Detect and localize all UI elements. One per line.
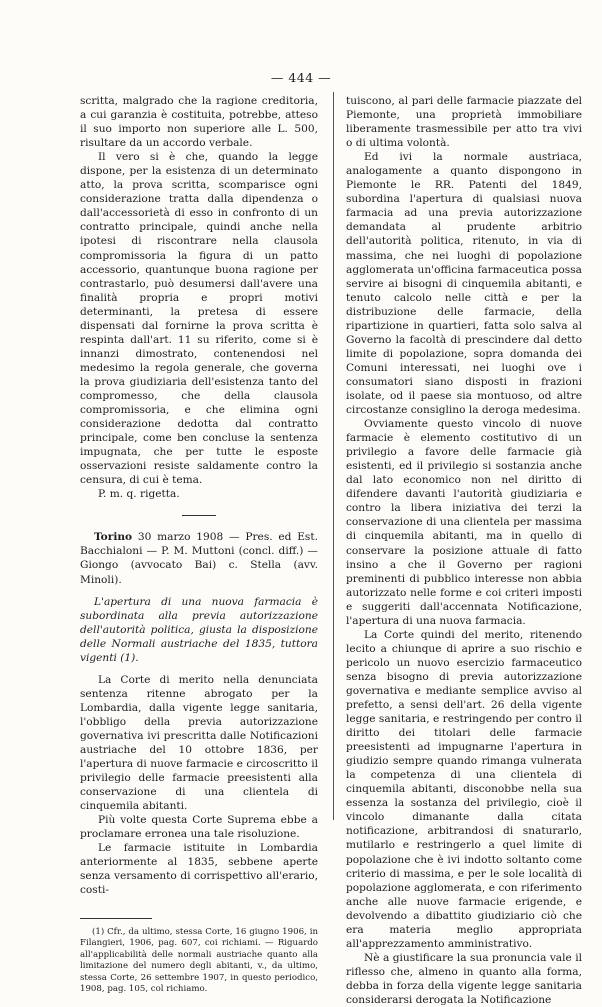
column-divider bbox=[333, 92, 334, 820]
court-name: Torino bbox=[94, 531, 133, 544]
paragraph: scritta, malgrado che la ragione creditoria, a cui garanzia è costituita, potrebbe, atteso il suo importo non superiore alle L. 500, risultare da un accordo verbale. bbox=[80, 95, 318, 150]
case-summary: L'apertura di una nuova farmacia è subordinata alla previa autorizzazione dell'autorità politica, giusta la disposizione delle Normali austriache del 1835, tuttora vigenti (1). bbox=[80, 595, 318, 664]
paragraph: La Corte quindi del merito, ritenendo lecito a chiunque di aprire a suo rischio e pericolo un nuovo esercizio farmaceutico senza bisogno di previa autorizzazione governativa e mediante semplice avviso al prefetto, a sensi dell'art. 26 della vigente legge sanitaria, e restringendo per contro il diritto dei titolari delle farmacie preesistenti ad impugnarne l'apertura in giudizio sempre quando rimanga vulnerata la competenza di una clientela di cinquemila abitanti, disconobbe nella sua essenza la sostanza del privilegio, cioè il vincolo dimanante dalla citata notificazione, arbitrandosi di snaturarlo, mutilarlo e restringerlo a quel limite di popolazione che è ivi indotto soltanto come criterio di massima, e per le sole località di popolazione agglomerata, e con riferimento anche alle nuove farmacie erigende, e devolvendo a dibattito giudiziario ciò che era materia meglio appropriata all'apprezzamento amministrativo. bbox=[346, 628, 582, 950]
paragraph: Più volte questa Corte Suprema ebbe a proclamare erronea una tale risoluzione. bbox=[80, 814, 318, 841]
paragraph: tuiscono, al pari delle farmacie piazzate del Piemonte, una proprietà immobiliare liberamente trasmessibile per atto tra vivi o di ultima volontà. bbox=[346, 95, 582, 150]
left-column bbox=[80, 94, 318, 996]
footnote-rule bbox=[80, 918, 152, 919]
footnote: (1) Cfr., da ultimo, stessa Corte, 16 giugno 1906, in Filangieri, 1906, pag. 607, coi richiami. — Riguardo all'applicabilità delle normali austriache quanto alla limitazione del numero degli abitanti, v., da ultimo, stessa Corte, 26 settembre 1907, in questo periodico, 1908, pag. 105, col richiamo. bbox=[80, 926, 318, 995]
paragraph: Le farmacie istituite in Lombardia anteriormente al 1835, sebbene aperte senza versamento di corrispettivo all'erario, costi- bbox=[80, 842, 318, 897]
page-number: — 444 — bbox=[270, 70, 332, 85]
section-separator bbox=[182, 515, 216, 516]
paragraph: Ed ivi la normale austriaca, analogamente a quanto dispongono in Piemonte le RR. Patenti del 1849, subordina l'apertura di qualsiasi nuova farmacia ad una previa autorizzazione demandata al prudente arbitrio dell'autorità politica, ritenuto, in via di massima, che nei luoghi di popolazione agglomerata un'officina farmaceutica possa servire ai bisogni di cinquemila abitanti, e tenuto calcolo nelle città e per la distribuzione delle farmacie, della ripartizione in quartieri, fatta solo salva al Governo la facoltà di prescindere dal detto limite di popolazione, sopra domanda dei Comuni interessati, nei luoghi ove i consumatori siano disposti in frazioni isolate, od il paese sia montuoso, od altre circostanze consiglino la deroga medesima. bbox=[346, 151, 582, 417]
paragraph: Il vero si è che, quando la legge dispone, per la esistenza di un determinato atto, la prova scritta, scomparisce ogni considerazione tratta dalla dipendenza o dall'accessorietà di esso in confronto di un contratto principale, quindi anche nella ipotesi di riscontrare nella clausola compromissoria la figura di un patto accessorio, quantunque buona ragione per contrastarlo, può desumersi dall'avere una finalità propria e propri motivi determinanti, la pretesa di essere dispensati dal fornirne la prova scritta è respinta dall'art. 11 su riferito, come si è innanzi dimostrato, contenendosi nel medesimo la regola generale, che governa la prova giudiziaria dell'esistenza tanto del compromesso, che della clausola compromissoria, e che elimina ogni considerazione dedotta dal contratto principale, come ben concluse la sentenza impugnata, che per tutte le esposte osservazioni resiste saldamente contro la censura, di cui è tema. bbox=[80, 151, 318, 487]
case-details: 30 marzo 1908 — Pres. ed Est. Bacchialoni — P. M. Muttoni (concl. diff.) — Giongo (avvocato Bai) c. Stella (avv. Minoli). bbox=[80, 531, 318, 586]
right-column bbox=[346, 94, 582, 1007]
paragraph: Ovviamente questo vincolo di nuove farmacie è elemento costitutivo di un privilegio a favore delle farmacie già esistenti, ed il privilegio si sostanzia anche dal lato economico non nel diritto di difendere davanti l'autorità giudiziaria e contro la libera iniziativa dei terzi la conservazione di una clientela per massima di cinquemila abitanti, ma in quello di conservare la posizione attuale di fatto insino a che il Governo per ragioni preminenti di pubblico interesse non abbia autorizzato nelle forme e coi criteri imposti e suggeriti dall'accennata Notificazione, l'apertura di una nuova farmacia. bbox=[346, 418, 582, 627]
paragraph: La Corte di merito nella denunciata sentenza ritenne abrogato per la Lombardia, dalla vigente legge sanitaria, l'obbligo della previa autorizzazione governativa ivi prescritta dalle Notificazioni austriache del 10 ottobre 1836, per l'apertura di nuove farmacie e circoscritto il privilegio delle farmacie preesistenti alla conservazione di una clientela di cinquemila abitanti. bbox=[80, 673, 318, 813]
case-heading bbox=[80, 530, 318, 586]
paragraph: Nè a giustificare la sua pronuncia vale il riflesso che, almeno in quanto alla forma, debba in forza della vigente legge sanitaria considerarsi derogata la Notificazione bbox=[346, 951, 582, 1006]
signoff: P. m. q. rigetta. bbox=[98, 488, 180, 501]
